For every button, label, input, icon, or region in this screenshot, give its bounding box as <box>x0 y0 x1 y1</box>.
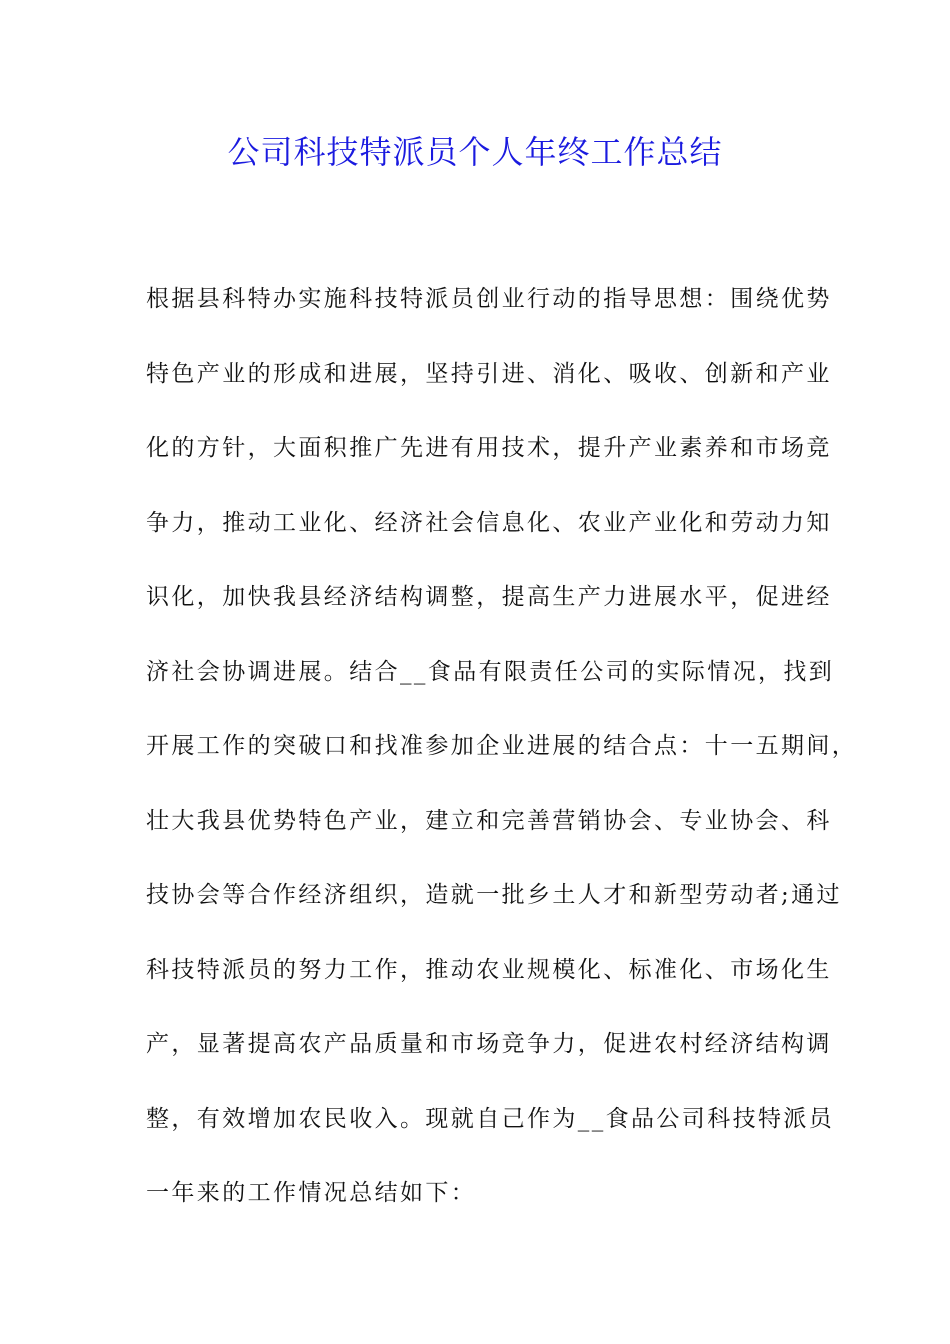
body-line: 一年来的工作情况总结如下： <box>146 1180 477 1206</box>
body-line: 争力，推动工业化、经济社会信息化、农业产业化和劳动力知 <box>146 509 832 536</box>
document-body <box>146 262 858 1231</box>
body-line: 济社会协调进展。结合__食品有限责任公司的实际情况，找到 <box>146 658 835 685</box>
body-line: 科技特派员的努力工作，推动农业规模化、标准化、市场化生 <box>146 956 832 983</box>
document-title: 公司科技特派员个人年终工作总结 <box>227 133 723 171</box>
body-line: 识化，加快我县经济结构调整，提高生产力进展水平，促进经 <box>146 584 832 610</box>
body-line: 根据县科特办实施科技特派员创业行动的指导思想：围绕优势 <box>146 286 832 312</box>
body-line: 化的方针，大面积推广先进有用技术，提升产业素养和市场竞 <box>146 435 832 461</box>
body-line: 技协会等合作经济组织，造就一批乡土人才和新型劳动者;通过 <box>146 882 842 908</box>
body-line: 产，显著提高农产品质量和市场竞争力，促进农村经济结构调 <box>146 1031 832 1057</box>
body-line: 开展工作的突破口和找准参加企业进展的结合点：十一五期间， <box>146 733 858 759</box>
body-line: 特色产业的形成和进展，坚持引进、消化、吸收、创新和产业 <box>146 360 832 387</box>
body-line: 整，有效增加农民收入。现就自己作为__食品公司科技特派员 <box>146 1105 835 1132</box>
body-line: 壮大我县优势特色产业，建立和完善营销协会、专业协会、科 <box>146 807 832 834</box>
